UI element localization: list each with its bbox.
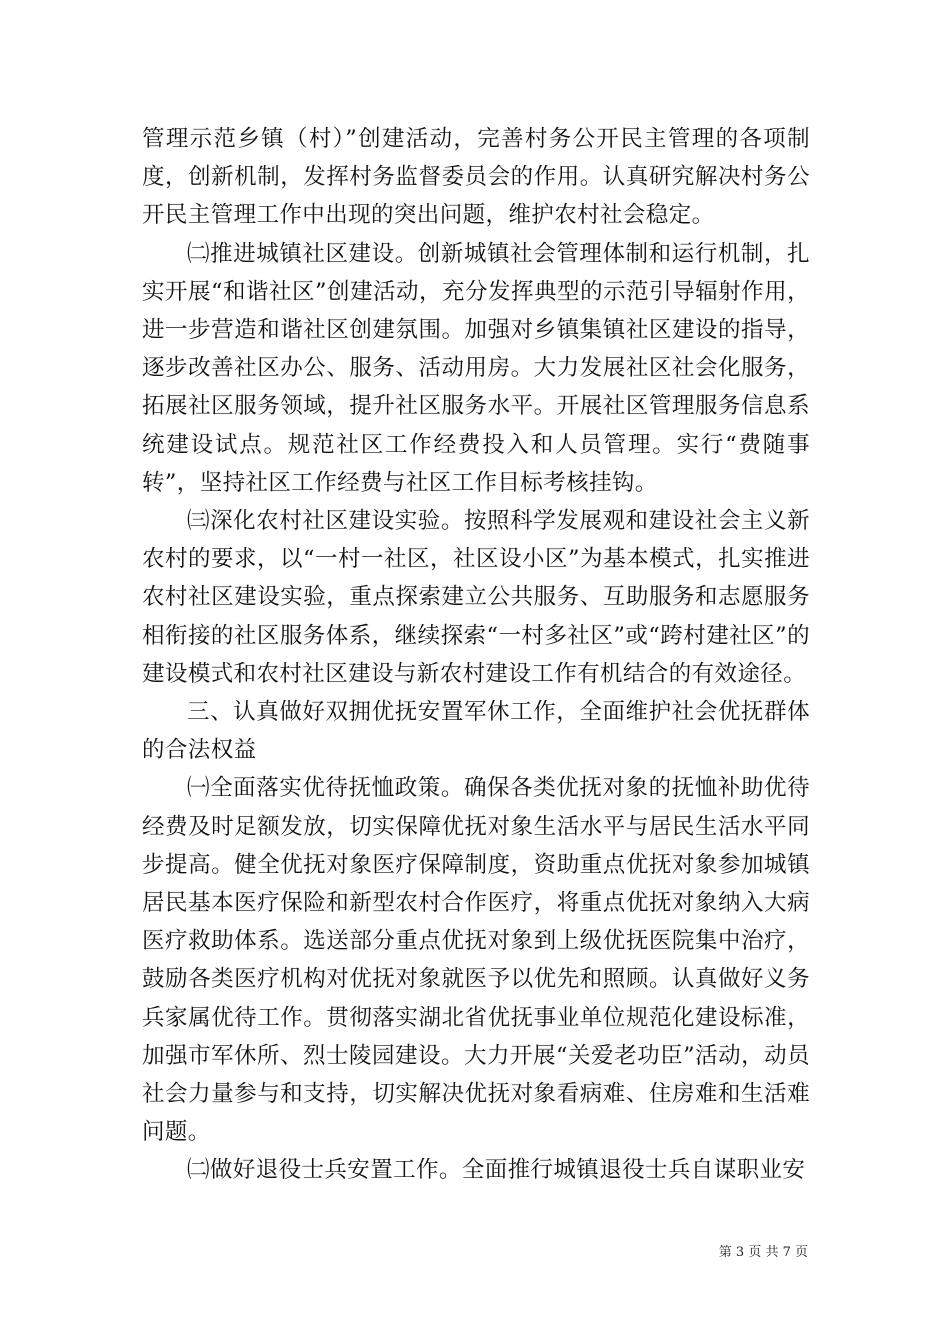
- paragraph-rural-community: ㈢深化农村社区建设实验。按照科学发展观和建设社会主义新农村的要求，以“一村一社区，社区设小区”为基本模式，扎实推进农村社区建设实验，重点探索建立公共服务、互助服务和志愿服务相衔接的社区服务体系，继续探索“一村多社区”或“跨村建社区”的建设模式和农村社区建设与新农村建设工作有机结合的有效途径。: [142, 508, 810, 687]
- paragraph-continued: 管理示范乡镇（村）”创建活动，完善村务公开民主管理的各项制度，创新机制，发挥村务监督委员会的作用。认真研究解决村务公开民主管理工作中出现的突出问题，维护农村社会稳定。: [142, 126, 810, 229]
- section-heading-three: 三、认真做好双拥优抚安置军休工作，全面维护社会优抚群体的合法权益: [142, 699, 810, 764]
- paragraph-preferential-policy: ㈠全面落实优待抚恤政策。确保各类优抚对象的抚恤补助优待经费及时足额发放，切实保障优抚对象生活水平与居民生活水平同步提高。健全优抚对象医疗保障制度，资助重点优抚对象参加城镇居民基本医疗保险和新型农村合作医疗，将重点优抚对象纳入大病医疗救助体系。选送部分重点优抚对象到上级优抚医院集中治疗，鼓励各类医疗机构对优抚对象就医予以优先和照顾。认真做好义务兵家属优待工作。贯彻落实湖北省优抚事业单位规范化建设标准，加强市军休所、烈士陵园建设。大力开展“关爱老功臣”活动，动员社会力量参与和支持，切实解决优抚对象看病难、住房难和生活难问题。: [142, 775, 810, 1146]
- document-body: [142, 120, 810, 1190]
- paragraph-urban-community: ㈡推进城镇社区建设。创新城镇社会管理体制和运行机制，扎实开展“和谐社区”创建活动，充分发挥典型的示范引导辐射作用，进一步营造和谐社区创建氛围。加强对乡镇集镇社区建设的指导，逐步改善社区办公、服务、活动用房。大力发展社区社会化服务，拓展社区服务领域，提升社区服务水平。开展社区管理服务信息系统建设试点。规范社区工作经费投入和人员管理。实行“费随事转”，坚持社区工作经费与社区工作目标考核挂钩。: [142, 240, 810, 496]
- page-number: 第 3 页 共 7 页: [718, 1245, 808, 1260]
- paragraph-veteran-placement: ㈡做好退役士兵安置工作。全面推行城镇退役士兵自谋职业安: [187, 1157, 806, 1184]
